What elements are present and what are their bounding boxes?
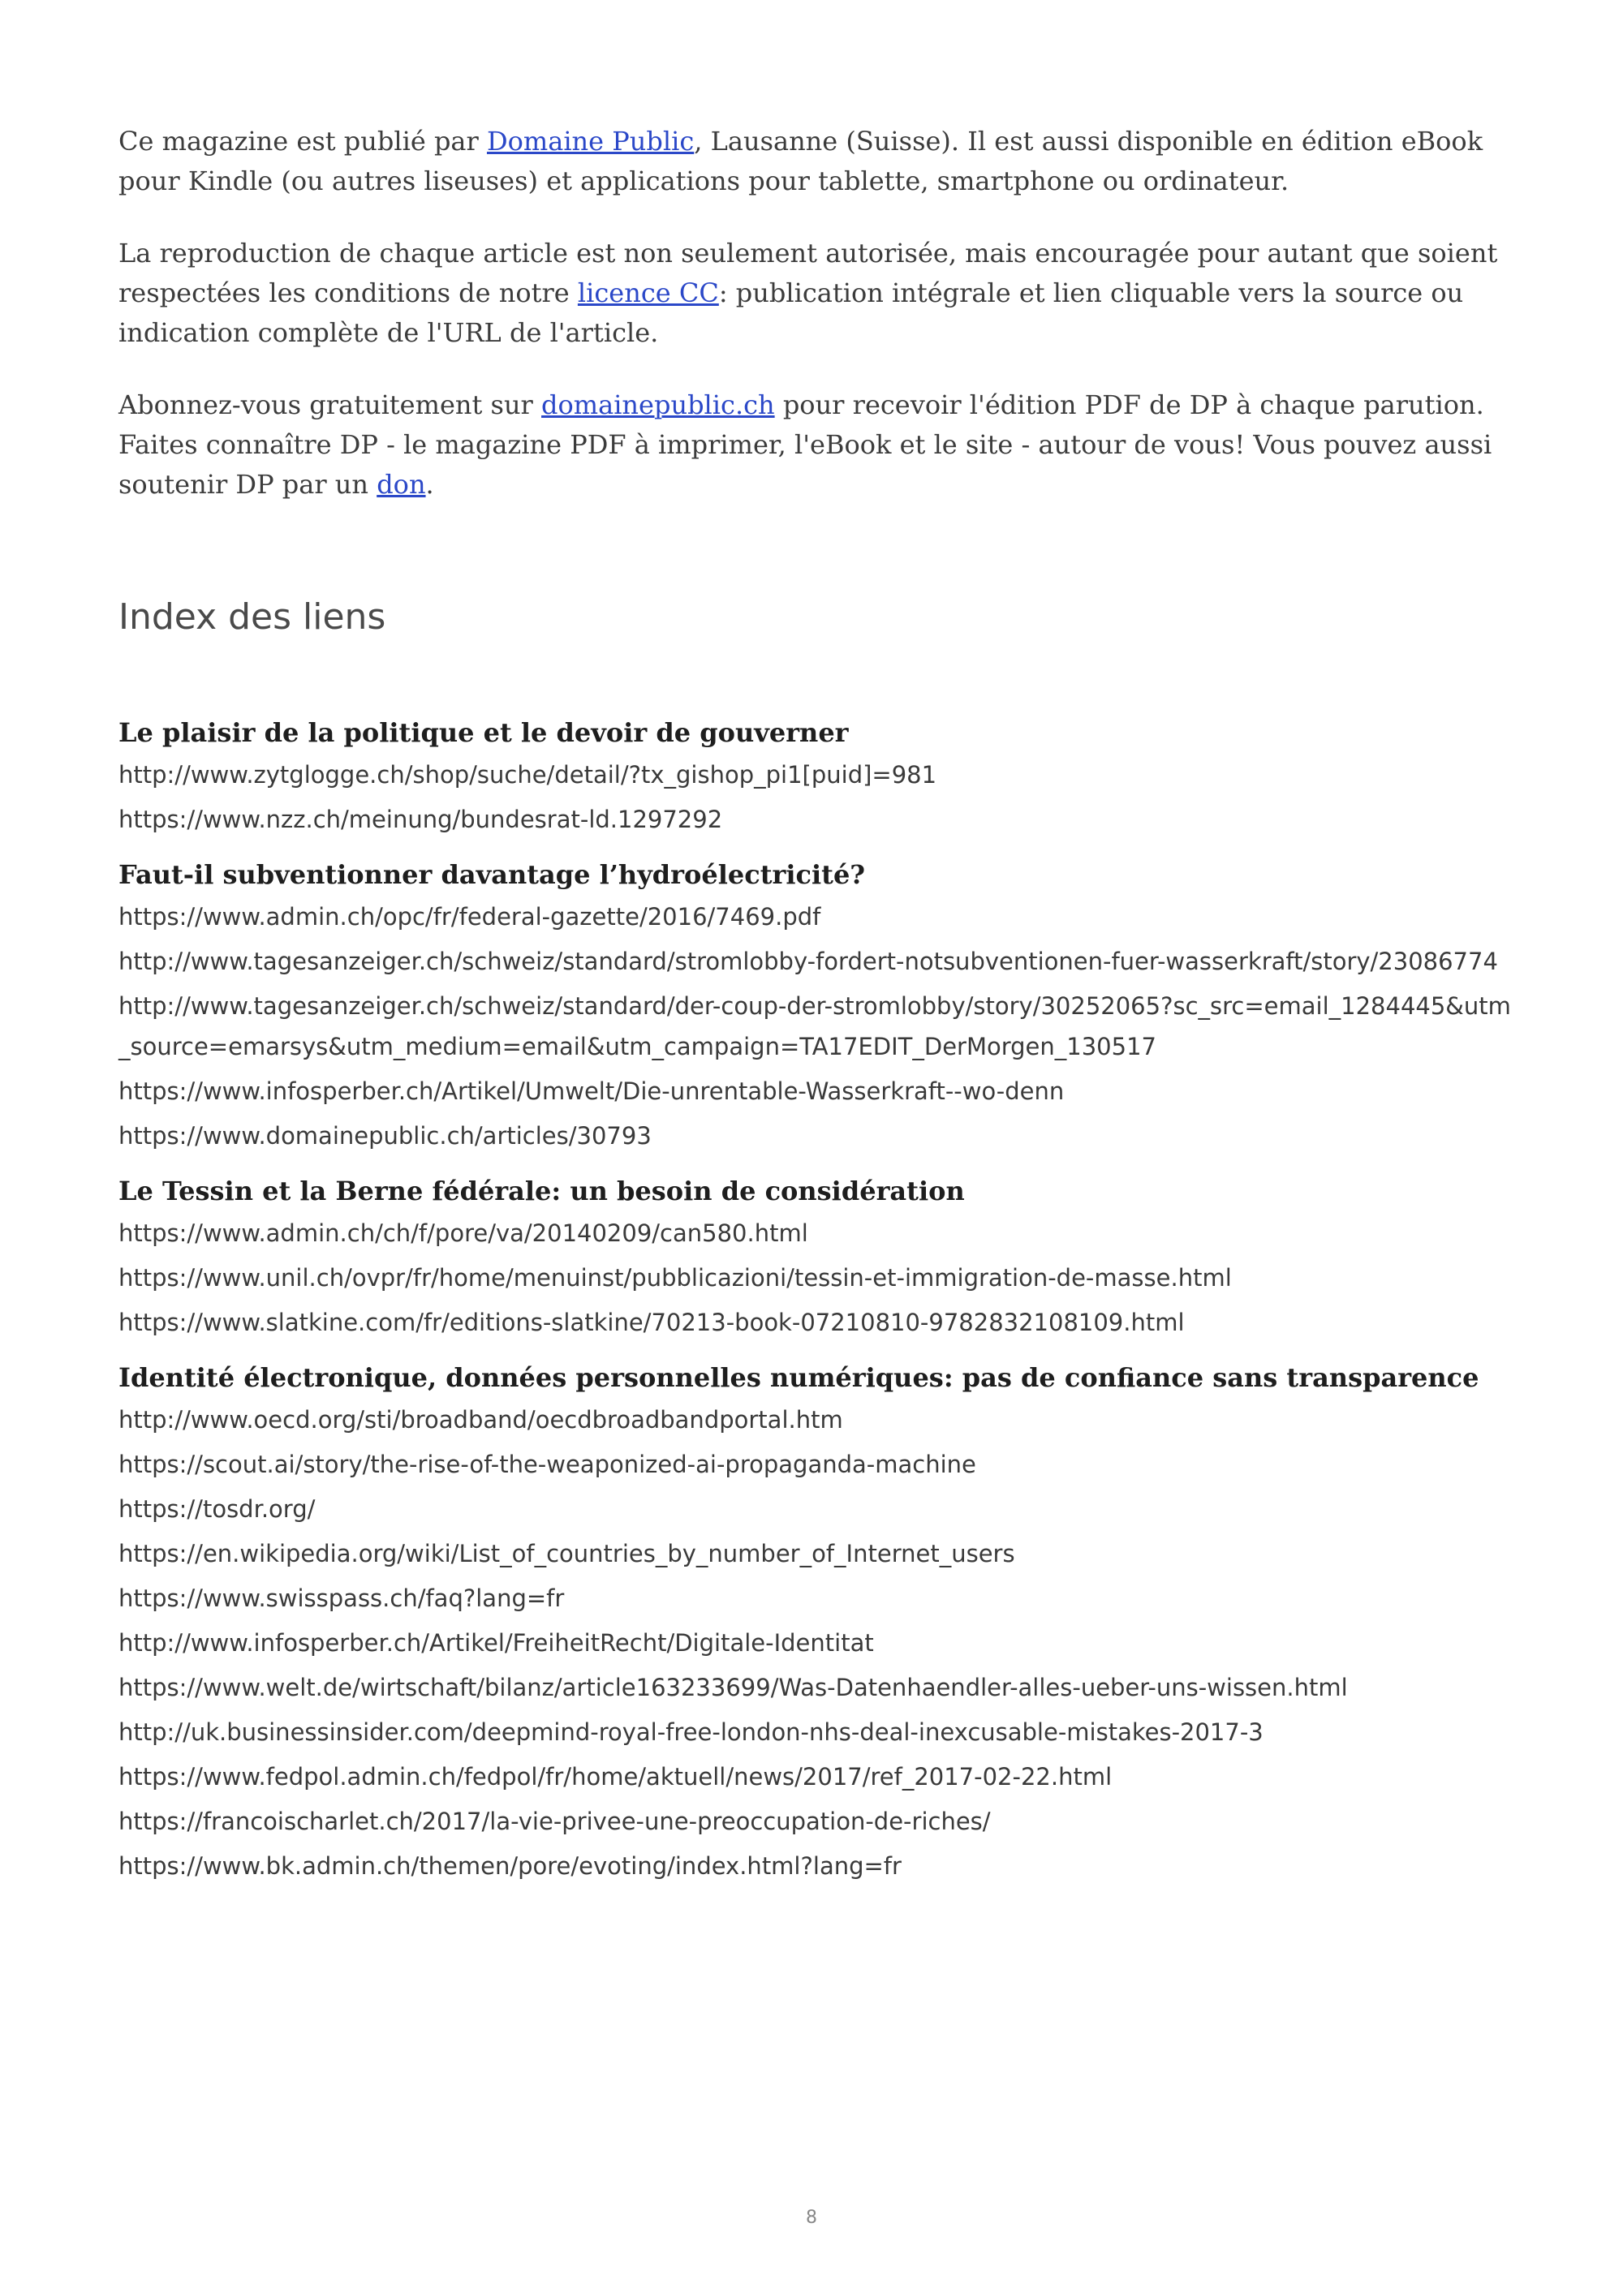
p2-text-after: : publication intégrale et lien cliquable vers la source ou indication complète de l'URL de l'article. xyxy=(118,277,1464,348)
p1-text-after: , Lausanne (Suisse). Il est aussi disponible en édition eBook pour Kindle (ou autres liseuses) et applications pour tablette, smartphone ou ordinateur. xyxy=(118,126,1483,196)
p3-text-before: Abonnez-vous gratuitement sur xyxy=(118,389,542,420)
article-link[interactable]: https://www.infosperber.ch/Artikel/Umwelt/Die-unrentable-Wasserkraft--wo-denn xyxy=(118,1077,1065,1105)
article-link[interactable]: http://uk.businessinsider.com/deepmind-royal-free-london-nhs-deal-inexcusable-mistakes-2017-3 xyxy=(118,1718,1264,1746)
page-content xyxy=(118,122,1522,1901)
index-article xyxy=(118,1171,1522,1343)
article-link[interactable]: https://www.swisspass.ch/faq?lang=fr xyxy=(118,1584,565,1612)
intro-paragraph-publisher xyxy=(118,122,1522,201)
article-link[interactable]: https://www.bk.admin.ch/themen/pore/evoting/index.html?lang=fr xyxy=(118,1852,902,1880)
article-link[interactable]: https://scout.ai/story/the-rise-of-the-weaponized-ai-propaganda-machine xyxy=(118,1451,976,1478)
index-article xyxy=(118,712,1522,840)
p3-text-after: . xyxy=(425,469,434,500)
index-article xyxy=(118,1357,1522,1886)
article-link[interactable]: http://www.infosperber.ch/Artikel/FreiheitRecht/Digitale-Identitat xyxy=(118,1629,874,1657)
index-article xyxy=(118,854,1522,1156)
p1-text-before: Ce magazine est publié par xyxy=(118,126,487,157)
article-title: Le plaisir de la politique et le devoir de gouverner xyxy=(118,717,849,748)
article-title: Identité électronique, données personnelles numériques: pas de confiance sans transparence xyxy=(118,1362,1479,1393)
licence-cc-link[interactable]: licence CC xyxy=(577,277,719,308)
intro-paragraph-license xyxy=(118,234,1522,353)
article-link[interactable]: https://www.fedpol.admin.ch/fedpol/fr/home/aktuell/news/2017/ref_2017-02-22.html xyxy=(118,1763,1113,1791)
article-link[interactable]: https://www.admin.ch/ch/f/pore/va/20140209/can580.html xyxy=(118,1219,808,1247)
article-link[interactable]: https://www.slatkine.com/fr/editions-slatkine/70213-book-07210810-9782832108109.html xyxy=(118,1309,1185,1336)
don-link[interactable]: don xyxy=(377,469,426,500)
page-number: 8 xyxy=(806,2208,817,2228)
article-link[interactable]: https://tosdr.org/ xyxy=(118,1495,316,1523)
p2-text-before: La reproduction de chaque article est non seulement autorisée, mais encouragée pour autant que soient respectées les conditions de notre xyxy=(118,238,1498,308)
article-link[interactable]: https://www.domainepublic.ch/articles/30793 xyxy=(118,1122,652,1150)
domainepublic-link[interactable]: domainepublic.ch xyxy=(541,389,775,420)
article-title: Faut-il subventionner davantage l’hydroélectricité? xyxy=(118,859,866,890)
article-link[interactable]: http://www.tagesanzeiger.ch/schweiz/standard/stromlobby-fordert-notsubventionen-fuer-wasserkraft/story/23086774 xyxy=(118,948,1498,975)
article-link[interactable]: https://www.welt.de/wirtschaft/bilanz/article163233699/Was-Datenhaendler-alles-ueber-uns-wissen.html xyxy=(118,1674,1348,1701)
index-title: Index des liens xyxy=(118,596,386,638)
article-link[interactable]: https://www.nzz.ch/meinung/bundesrat-ld.1297292 xyxy=(118,806,723,833)
article-link[interactable]: http://www.oecd.org/sti/broadband/oecdbroadbandportal.htm xyxy=(118,1406,843,1434)
article-link[interactable]: http://www.tagesanzeiger.ch/schweiz/standard/der-coup-der-stromlobby/story/30252065?sc_src=email_1284445&utm_source=emarsys&utm_medium=email&utm_campaign=TA17EDIT_DerMorgen_130517 xyxy=(118,992,1511,1060)
intro-paragraph-subscribe xyxy=(118,385,1522,505)
link-index xyxy=(118,712,1522,1886)
article-link[interactable]: https://www.unil.ch/ovpr/fr/home/menuinst/pubblicazioni/tessin-et-immigration-de-masse.html xyxy=(118,1264,1232,1292)
article-link[interactable]: https://www.admin.ch/opc/fr/federal-gazette/2016/7469.pdf xyxy=(118,903,821,931)
article-title: Le Tessin et la Berne fédérale: un besoin de considération xyxy=(118,1176,965,1206)
article-link[interactable]: https://en.wikipedia.org/wiki/List_of_countries_by_number_of_Internet_users xyxy=(118,1540,1015,1567)
domaine-public-link[interactable]: Domaine Public xyxy=(486,126,695,157)
p3-text-middle: pour recevoir l'édition PDF de DP à chaque parution. Faites connaître DP - le magazine PDF à imprimer, l'eBook et le site - autour de vous! Vous pouvez aussi soutenir DP par un xyxy=(118,389,1492,500)
article-link[interactable]: https://francoischarlet.ch/2017/la-vie-privee-une-preoccupation-de-riches/ xyxy=(118,1808,991,1835)
article-link[interactable]: http://www.zytglogge.ch/shop/suche/detail/?tx_gishop_pi1[puid]=981 xyxy=(118,761,937,789)
